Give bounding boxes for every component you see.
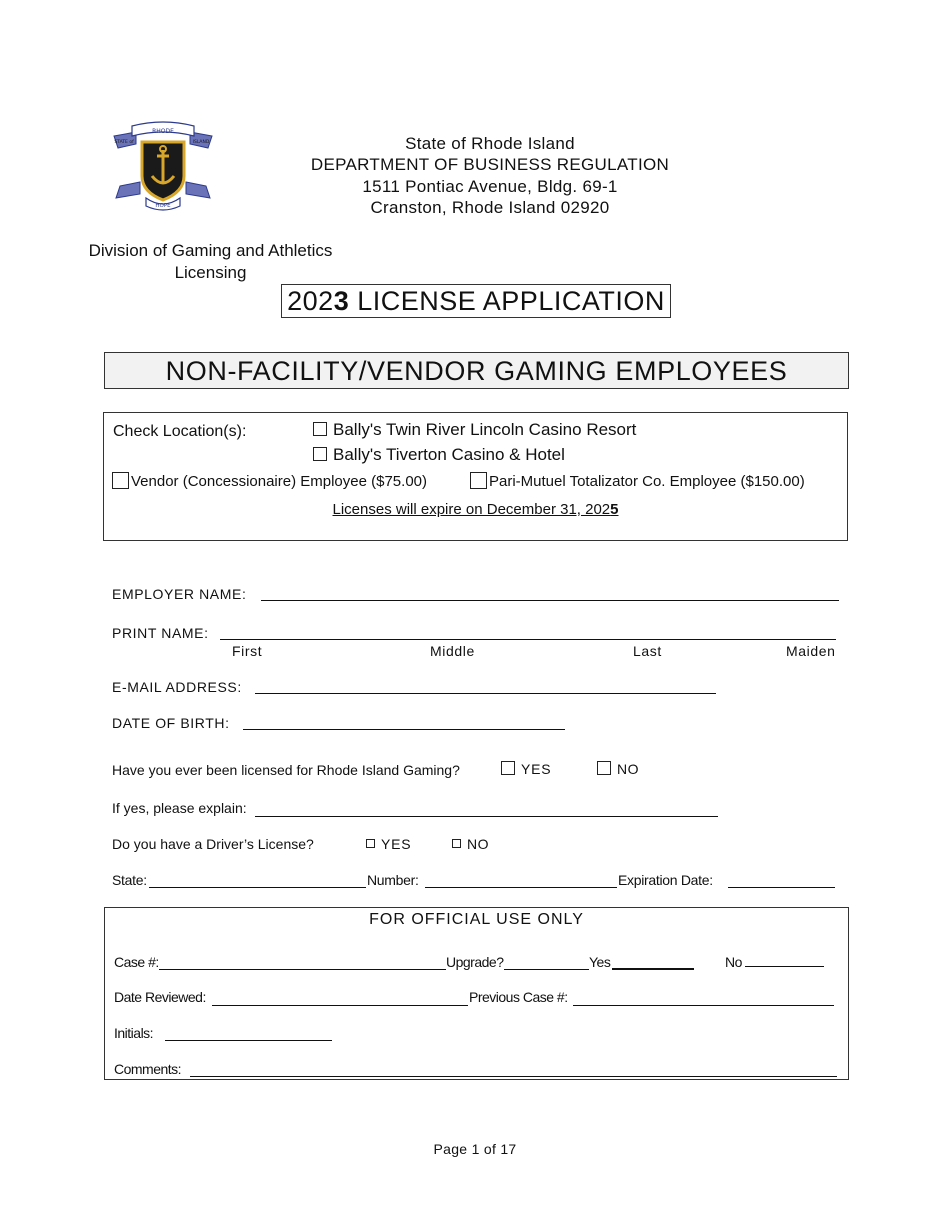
license-expiration-note [104, 501, 847, 518]
official-yes-label: Yes [589, 954, 611, 970]
licensed-no-label: NO [617, 761, 639, 777]
explain-field[interactable] [255, 816, 718, 817]
title-rest: LICENSE APPLICATION [349, 286, 665, 316]
expiration-field[interactable] [728, 887, 835, 888]
expiration-label: Expiration Date: [618, 872, 713, 888]
date-reviewed-label: Date Reviewed: [114, 989, 206, 1005]
parimutuel-employee-label: Pari-Mutuel Totalizator Co. Employee ($150.00) [489, 473, 805, 490]
name-part-last: Last [633, 643, 662, 659]
drivers-no-label: NO [467, 836, 489, 852]
date-reviewed-field[interactable] [212, 1005, 468, 1006]
location-option-tiverton[interactable] [313, 445, 565, 465]
initials-label: Initials: [114, 1025, 154, 1041]
initials-field[interactable] [165, 1040, 332, 1041]
dob-field[interactable] [243, 729, 565, 730]
title-year-bold: 3 [333, 286, 350, 316]
check-location-label: Check Location(s): [113, 423, 247, 440]
print-name-label: PRINT NAME: [112, 625, 209, 641]
drivers-license-question: Do you have a Driver’s License? [112, 836, 314, 852]
licensed-question: Have you ever been licensed for Rhode Island Gaming? [112, 762, 460, 778]
checkbox-lincoln[interactable] [313, 422, 327, 436]
title-year-prefix: 202 [287, 286, 334, 316]
number-field[interactable] [425, 887, 617, 888]
print-name-field[interactable] [220, 639, 836, 640]
checkbox-drivers-no[interactable] [452, 839, 461, 848]
comments-field[interactable] [190, 1076, 837, 1077]
employer-name-label: EMPLOYER NAME: [112, 586, 247, 602]
checkbox-vendor[interactable] [112, 472, 129, 489]
location-option-tiverton-label: Bally's Tiverton Casino & Hotel [333, 445, 565, 464]
checkbox-parimutuel[interactable] [470, 472, 487, 489]
upgrade-label: Upgrade? [446, 954, 504, 970]
comments-label: Comments: [114, 1061, 182, 1077]
drivers-yes-option[interactable] [366, 836, 411, 852]
location-option-lincoln[interactable] [313, 420, 636, 440]
official-yes-field[interactable] [612, 968, 694, 970]
seal-right-text: ISLAND [192, 140, 210, 145]
licensed-no-option[interactable] [597, 761, 639, 777]
employer-name-field[interactable] [261, 600, 839, 601]
header-state: State of Rhode Island [405, 134, 575, 153]
drivers-yes-label: YES [381, 836, 412, 852]
name-part-middle: Middle [430, 643, 475, 659]
email-label: E-MAIL ADDRESS: [112, 679, 242, 695]
form-banner: NON-FACILITY/VENDOR GAMING EMPLOYEES [104, 352, 849, 389]
licensed-yes-label: YES [521, 761, 552, 777]
division-line-2: Licensing [174, 263, 247, 282]
official-no-label: No [725, 954, 742, 970]
checkbox-drivers-yes[interactable] [366, 839, 375, 848]
header-department: DEPARTMENT OF BUSINESS REGULATION [310, 155, 670, 174]
licensed-yes-option[interactable] [501, 761, 551, 777]
state-field[interactable] [149, 887, 366, 888]
division-name [78, 240, 343, 284]
vendor-employee-option[interactable] [112, 472, 427, 490]
seal-left-text: STATE of [114, 140, 134, 145]
seal-bottom-text: HOPE [155, 203, 171, 209]
checkbox-tiverton[interactable] [313, 447, 327, 461]
state-label: State: [112, 872, 147, 888]
expire-year-bold: 5 [610, 501, 619, 518]
application-title [281, 284, 671, 318]
vendor-employee-label: Vendor (Concessionaire) Employee ($75.00) [131, 473, 427, 490]
location-option-lincoln-label: Bally's Twin River Lincoln Casino Resort [333, 420, 637, 439]
official-no-field[interactable] [745, 966, 824, 967]
name-part-maiden: Maiden [786, 643, 836, 659]
checkbox-licensed-yes[interactable] [501, 761, 515, 775]
case-field[interactable] [159, 969, 446, 970]
email-field[interactable] [255, 693, 716, 694]
header-address-2: Cranston, Rhode Island 02920 [370, 198, 610, 217]
explain-label: If yes, please explain: [112, 800, 247, 816]
checkbox-licensed-no[interactable] [597, 761, 611, 775]
upgrade-field[interactable] [504, 969, 589, 970]
case-label: Case #: [114, 954, 159, 970]
name-part-first: First [232, 643, 263, 659]
previous-case-label: Previous Case #: [469, 989, 568, 1005]
expire-text: Licenses will expire on December 31, 202 [332, 501, 611, 518]
division-line-1: Division of Gaming and Athletics [88, 241, 333, 260]
header-address-1: 1511 Pontiac Avenue, Bldg. 69-1 [362, 177, 618, 196]
official-use-box [104, 907, 849, 1080]
official-use-title: FOR OFFICIAL USE ONLY [369, 911, 584, 928]
location-box [103, 412, 848, 541]
number-label: Number: [367, 872, 419, 888]
parimutuel-employee-option[interactable] [470, 472, 805, 490]
previous-case-field[interactable] [573, 1005, 834, 1006]
seal-top-text: RHODE [152, 128, 174, 135]
drivers-no-option[interactable] [452, 836, 489, 852]
rhode-island-seal [112, 120, 214, 212]
dob-label: DATE OF BIRTH: [112, 715, 230, 731]
page-number: Page 1 of 17 [433, 1141, 517, 1157]
